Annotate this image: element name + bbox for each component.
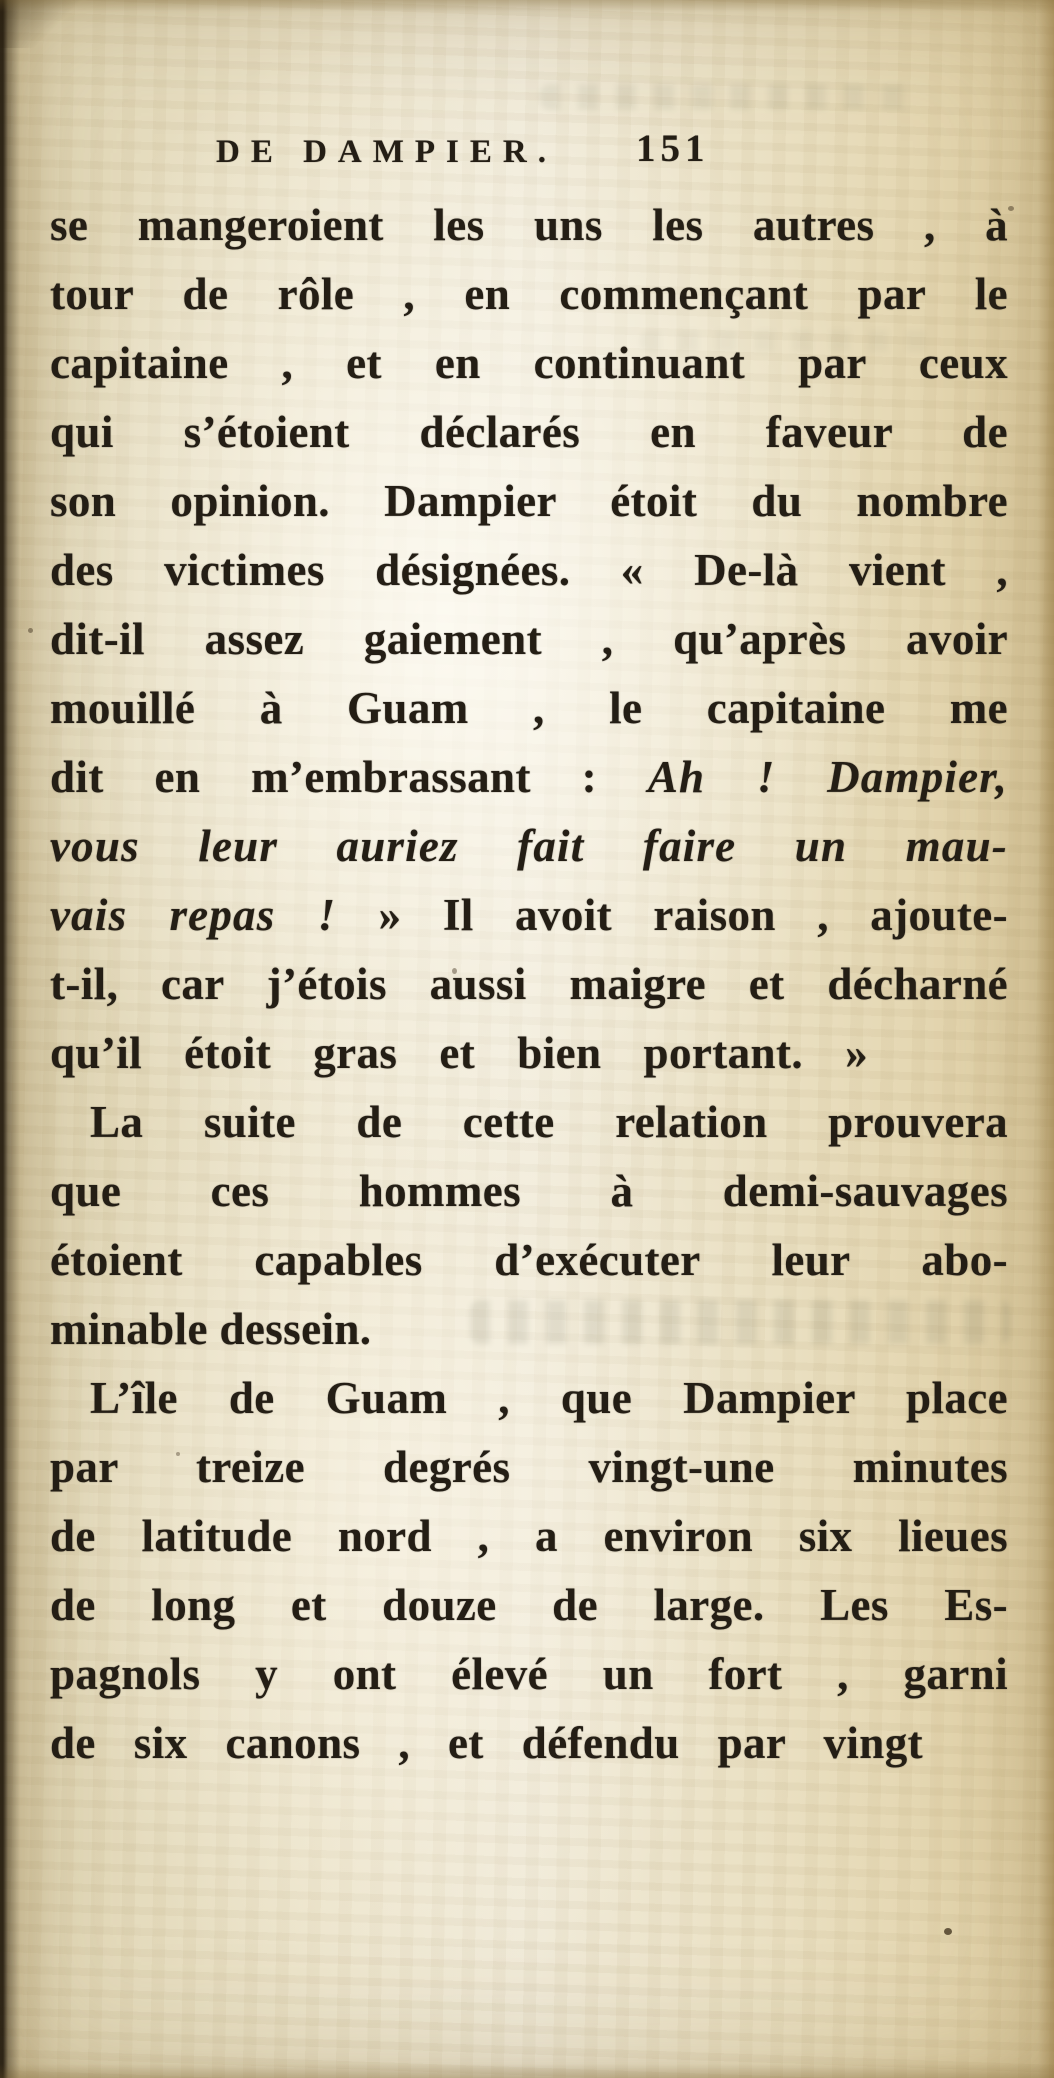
text-line [50, 812, 1008, 881]
paper-speck [1008, 206, 1014, 211]
text-line [50, 605, 1008, 674]
text-line [50, 191, 1008, 260]
text-segment: de six canons , et défendu par vingt [50, 1718, 923, 1768]
text-segment: pagnols y ont élevé un fort , garni [50, 1649, 1008, 1699]
text-line [50, 743, 1008, 812]
text-segment: des victimes désignées. « De-là vient , [50, 545, 1008, 595]
text-line [50, 1295, 1008, 1364]
text-line [50, 950, 1008, 1019]
paper-speck [944, 1928, 952, 1935]
text-line [50, 1088, 1008, 1157]
text-segment: La suite de cette relation prouvera [90, 1097, 1008, 1147]
text-line [50, 1019, 1008, 1088]
text-segment: étoient capables d’exécuter leur abo- [50, 1235, 1008, 1285]
text-segment: par treize degrés vingt-une minutes [50, 1442, 1008, 1492]
text-segment: tour de rôle , en commençant par le [50, 269, 1008, 319]
text-line [50, 536, 1008, 605]
italic-text-segment: vais repas ! [50, 890, 379, 940]
text-segment: t-il, car j’étois aussi maigre et décharné [50, 959, 1008, 1009]
text-line [50, 329, 1008, 398]
text-line [50, 398, 1008, 467]
text-segment: capitaine , et en continuant par ceux [50, 338, 1008, 388]
text-line [50, 1640, 1008, 1709]
text-line [50, 260, 1008, 329]
scan-edge-bottom [0, 2064, 1054, 2078]
text-segment: qu’il étoit gras et bien portant. » [50, 1028, 868, 1078]
text-segment: » Il avoit raison , ajoute- [378, 890, 1008, 940]
text-segment: L’île de Guam , que Dampier place [90, 1373, 1008, 1423]
text-line [50, 1502, 1008, 1571]
scan-edge-right [1038, 0, 1054, 2078]
body-text [50, 191, 1008, 1778]
text-line [50, 1709, 1008, 1778]
text-segment: de latitude nord , a environ six lieues [50, 1511, 1008, 1561]
text-segment: dit-il assez gaiement , qu’après avoir [50, 614, 1008, 664]
text-line [50, 1157, 1008, 1226]
italic-text-segment: vous leur auriez fait faire un mau- [50, 821, 1008, 871]
text-segment: dit en m’embrassant : [50, 752, 648, 802]
running-head-title: DE DAMPIER. [216, 134, 557, 170]
scan-edge-top [0, 0, 1054, 12]
paper-speck [28, 628, 33, 633]
text-segment: se mangeroient les uns les autres , à [50, 200, 1008, 250]
text-line [50, 1433, 1008, 1502]
text-line [50, 881, 1008, 950]
text-line [50, 1226, 1008, 1295]
text-segment: qui s’étoient déclarés en faveur de [50, 407, 1008, 457]
running-head [0, 127, 1054, 190]
text-segment: mouillé à Guam , le capitaine me [50, 683, 1008, 733]
text-line [50, 1571, 1008, 1640]
text-segment: que ces hommes à demi-sauvages [50, 1166, 1008, 1216]
page-number: 151 [636, 127, 710, 170]
italic-text-segment: Ah ! Dampier, [647, 752, 1008, 802]
text-line [50, 1364, 1008, 1433]
text-line [50, 674, 1008, 743]
text-line [50, 467, 1008, 536]
text-segment: de long et douze de large. Les Es- [50, 1580, 1008, 1630]
text-segment: son opinion. Dampier étoit du nombre [50, 476, 1008, 526]
text-segment: minable dessein. [50, 1304, 372, 1354]
scan-edge-left [0, 0, 20, 2078]
show-through-smudge [540, 84, 920, 110]
